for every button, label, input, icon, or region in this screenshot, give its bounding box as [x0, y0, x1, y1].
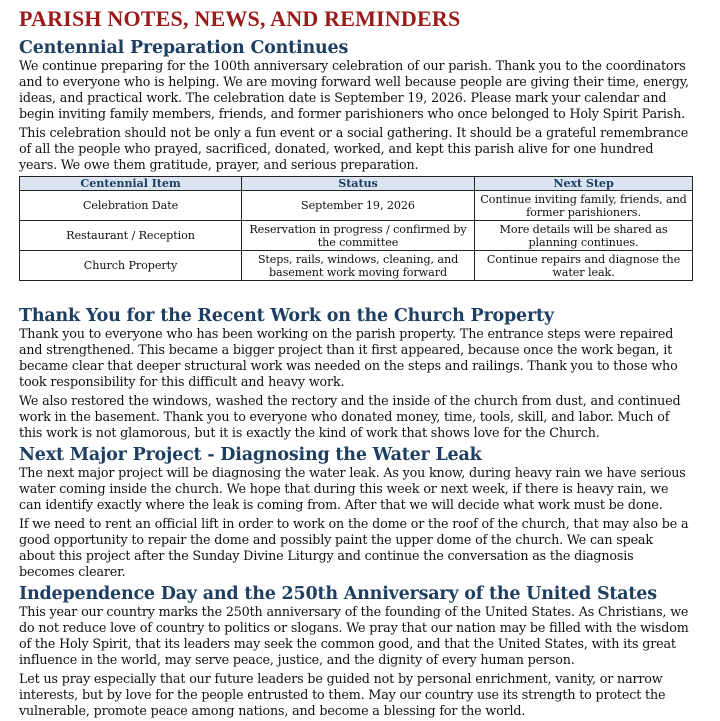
- paragraph: We also restored the windows, washed the rectory and the inside of the church from dust, and continued work in the basement. Thank you to everyone who donated money, time, tools, skill, and labor. Much of this work is not glamorous, but it is exactly the kind of work that shows love for the Church.: [19, 393, 681, 440]
- table-cell: September 19, 2026: [242, 191, 475, 221]
- paragraph: This year our country marks the 250th anniversary of the founding of the United States. As Christians, we do not reduce love of country to politics or slogans. We pray that our nation may be filled with the wisdom of the Holy Spirit, that its leaders may seek the common good, and that the United States, with its great influence in the world, may serve peace, justice, and the dignity of every human person.: [19, 604, 689, 667]
- paragraph: Let us pray especially that our future leaders be guided not by personal enrichment, vanity, or narrow interests, but by love for the people entrusted to them. May our country use its strength to protect the vulnerable, promote peace among nations, and become a blessing for the world.: [19, 671, 666, 718]
- table-cell: Steps, rails, windows, cleaning, and basement work moving forward: [242, 251, 475, 281]
- centennial-table: [19, 176, 693, 281]
- table-cell: Celebration Date: [20, 191, 242, 221]
- table-cell: Continue repairs and diagnose the water leak.: [475, 251, 693, 281]
- paragraph: The next major project will be diagnosing the water leak. As you know, during heavy rain we have serious water coming inside the church. We hope that during this week or next week, if there is heavy rain, we can identify exactly where the leak is coming from. After that we will decide what work must be done.: [19, 465, 686, 512]
- section-property-work: [19, 306, 692, 441]
- section-heading: Next Major Project - Diagnosing the Water Leak: [19, 445, 482, 465]
- bulletin-page: [19, 7, 692, 719]
- column-header: Next Step: [475, 177, 693, 191]
- section-water-leak: [19, 445, 692, 580]
- table-header-row: [20, 177, 693, 191]
- section-heading: Centennial Preparation Continues: [19, 38, 349, 58]
- table-cell: Restaurant / Reception: [20, 221, 242, 251]
- column-header: Centennial Item: [20, 177, 242, 191]
- section-centennial: [19, 38, 692, 281]
- section-heading: Thank You for the Recent Work on the Church Property: [19, 306, 554, 326]
- table-row: [20, 251, 693, 281]
- table-cell: Church Property: [20, 251, 242, 281]
- paragraph: This celebration should not be only a fun event or a social gathering. It should be a grateful remembrance of all the people who prayed, sacrificed, donated, worked, and kept this parish alive for one hundred years. We owe them gratitude, prayer, and serious preparation.: [19, 125, 689, 172]
- table-cell: Continue inviting family, friends, and former parishioners.: [475, 191, 693, 221]
- paragraph: If we need to rent an official lift in order to work on the dome or the roof of the church, that may also be a good opportunity to repair the dome and possibly paint the upper dome of the church. We can speak about this project after the Sunday Divine Liturgy and continue the conversation as the diagnosis becomes clearer.: [19, 516, 689, 579]
- paragraph: We continue preparing for the 100th anniversary celebration of our parish. Thank you to the coordinators and to everyone who is helping. We are moving forward well because people are giving their time, energy, ideas, and practical work. The celebration date is September 19, 2026. Please mark your calendar and begin inviting family members, friends, and former parishioners who once belonged to Holy Spirit Parish.: [19, 58, 689, 121]
- column-header: Status: [242, 177, 475, 191]
- table-row: [20, 191, 693, 221]
- section-independence-day: [19, 584, 692, 719]
- paragraph: Thank you to everyone who has been working on the parish property. The entrance steps were repaired and strengthened. This became a bigger project than it first appeared, because once the work began, it became clear that deeper structural work was needed on the steps and railings. Thank you to those who took responsibility for this difficult and heavy work.: [19, 326, 678, 389]
- page-title: PARISH NOTES, NEWS, AND REMINDERS: [19, 6, 461, 31]
- table-cell: Reservation in progress / confirmed by the committee: [242, 221, 475, 251]
- section-heading: Independence Day and the 250th Anniversary of the United States: [19, 584, 657, 604]
- table-cell: More details will be shared as planning continues.: [475, 221, 693, 251]
- table-row: [20, 221, 693, 251]
